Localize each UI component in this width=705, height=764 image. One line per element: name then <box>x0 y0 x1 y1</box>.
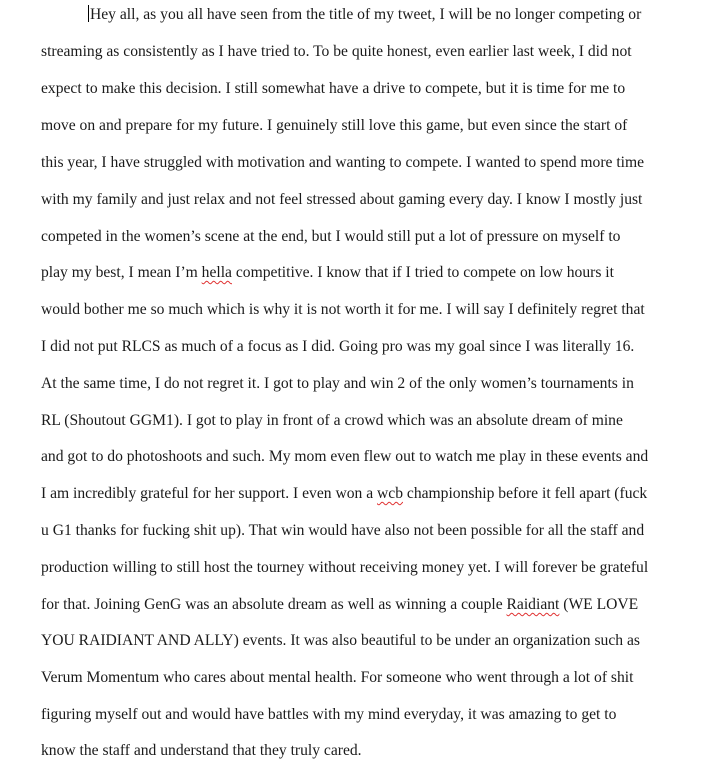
text-line-10: I did not put RLCS as much of a focus as I did. Going pro was my goal since I was literally 16. <box>41 338 635 355</box>
text-line-17: for that. Joining GenG was an absolute dream as well as winning a couple Raidiant (WE LOVE <box>41 596 639 613</box>
text-line-15: u G1 thanks for fucking shit up). That win would have also not been possible for all the staff and <box>41 522 645 539</box>
text-line-20: figuring myself out and would have battles with my mind everyday, it was amazing to get to <box>41 706 617 723</box>
misspelled-word[interactable]: Raidiant <box>506 596 560 613</box>
text-line-21: know the staff and understand that they truly cared. <box>41 742 362 759</box>
text-line-14: I am incredibly grateful for her support. I even won a wcb championship before it fell apart (fuck <box>41 485 648 502</box>
text-line-8: play my best, I mean I’m hella competitive. I know that if I tried to compete on low hours it <box>41 264 614 281</box>
text-line-19: Verum Momentum who cares about mental health. For someone who went through a lot of shit <box>41 669 634 686</box>
text-line-16: production willing to still host the tourney without receiving money yet. I will forever be grateful <box>41 559 649 576</box>
text-line-3: expect to make this decision. I still somewhat have a drive to compete, but it is time for me to <box>41 80 626 97</box>
text-line-11: At the same time, I do not regret it. I got to play and win 2 of the only women’s tournaments in <box>41 375 634 392</box>
text-line-9: would bother me so much which is why it is not worth it for me. I will say I definitely regret that <box>41 301 645 318</box>
text-line-13: and got to do photoshoots and such. My mom even flew out to watch me play in these events and <box>41 448 649 465</box>
misspelled-word[interactable]: hella <box>201 264 232 281</box>
text-line-6: with my family and just relax and not feel stressed about gaming every day. I know I mostly just <box>41 191 643 208</box>
text-line-7: competed in the women’s scene at the end, but I would still put a lot of pressure on myself to <box>41 228 621 245</box>
text-line-5: this year, I have struggled with motivation and wanting to compete. I wanted to spend more time <box>41 154 645 171</box>
text-line-12: RL (Shoutout GGM1). I got to play in front of a crowd which was an absolute dream of mine <box>41 412 623 429</box>
text-line-18: YOU RAIDIANT AND ALLY) events. It was also beautiful to be under an organization such as <box>41 632 640 649</box>
misspelled-word[interactable]: wcb <box>377 485 403 502</box>
text-line-2: streaming as consistently as I have tried to. To be quite honest, even earlier last week, I did not <box>41 43 632 60</box>
text-line-1: Hey all, as you all have seen from the title of my tweet, I will be no longer competing or <box>90 6 642 23</box>
text-line-4: move on and prepare for my future. I genuinely still love this game, but even since the start of <box>41 117 628 134</box>
text-cursor <box>88 5 89 22</box>
